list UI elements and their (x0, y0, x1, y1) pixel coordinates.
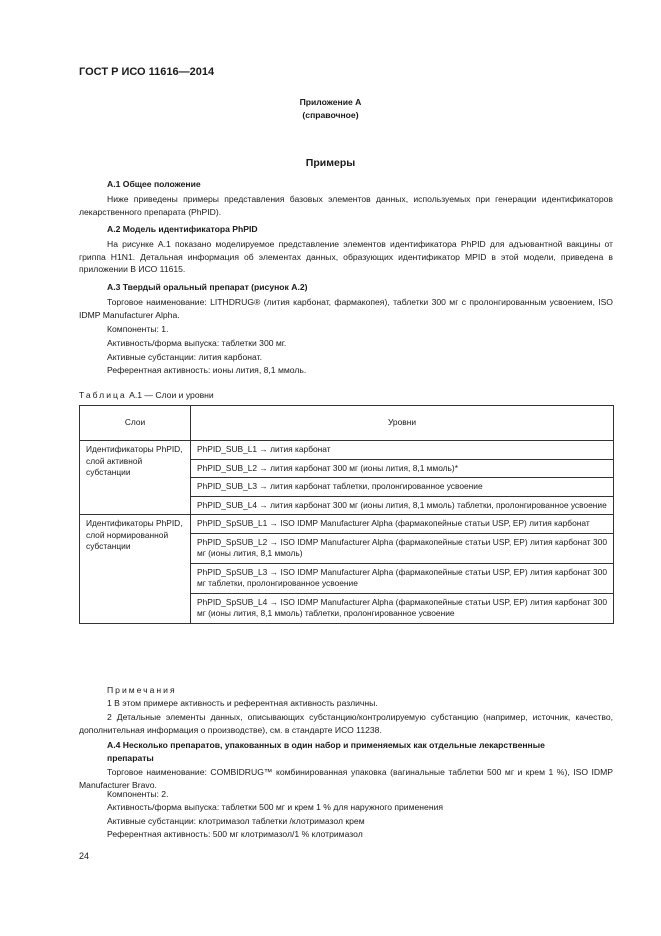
a3-trade-name: Торговое наименование: LITHDRUG® (лития карбонат, фармакопея), таблетки 300 мг с пролонгированным усвоением, ISO IDMP Manufacturer Alpha. (79, 297, 613, 320)
a4-substances: Активные субстанции: клотримазол таблетки /клотримазол крем (107, 816, 365, 826)
a4-heading: А.4 Несколько препаратов, упакованных в один набор и применяемых как отдельные лекарственные препараты (107, 740, 545, 763)
table-row (80, 441, 614, 460)
a3-strength-form: Активность/форма выпуска: таблетки 300 мг. (107, 338, 287, 348)
level-cell: PhPID_SUB_L3 → лития карбонат таблетки, пролонгированное усвоение (191, 478, 614, 497)
level-cell: PhPID_SUB_L1 → лития карбонат (191, 441, 614, 460)
a3-heading: А.3 Твердый оральный препарат (рисунок А.2) (107, 282, 308, 292)
layers-table (79, 405, 614, 624)
layer-cell: Идентификаторы PhPID, слой нормированной субстанции (80, 515, 191, 624)
level-cell: PhPID_SUB_L4 → лития карбонат 300 мг (ионы лития, 8,1 ммоль) таблетки, пролонгированное усвоение (191, 496, 614, 515)
col-header-layers: Слои (80, 406, 191, 441)
appendix-title: Приложение А (299, 97, 362, 107)
table-caption-rest: А.1 — Слои и уровни (129, 390, 214, 400)
a2-text: На рисунке А.1 показано моделируемое представление элементов идентификатора PhPID для адъювантной вакцины от гриппа H1N1. Детальная информация об элементах данных, образующих идентификатор MPID в этой модели, приведена в приложении В ИСО 11615. (79, 239, 613, 274)
document-id: ГОСТ Р ИСО 11616—2014 (79, 66, 215, 78)
a4-strength-form: Активность/форма выпуска: таблетки 500 мг и крем 1 % для наружного применения (107, 802, 444, 812)
level-cell: PhPID_SUB_L2 → лития карбонат 300 мг (ионы лития, 8,1 ммоль)* (191, 459, 614, 478)
a1-heading: А.1 Общее положение (107, 179, 201, 189)
notes-title: Примечания (107, 685, 177, 695)
col-header-levels: Уровни (191, 406, 614, 441)
note-1: 1 В этом примере активность и референтная активность различны. (107, 698, 378, 708)
a4-components: Компоненты: 2. (107, 789, 169, 799)
a4-ref-strength: Референтная активность: 500 мг клотримазол/1 % клотримазол (107, 829, 363, 839)
note-2: 2 Детальные элементы данных, описывающих субстанцию/контролируемую субстанцию (например, источник, качество, дополнительная информация о производстве), см. в стандарте ИСО 11238. (79, 712, 613, 735)
section-title: Примеры (305, 157, 356, 169)
table-header-row (80, 406, 614, 441)
a3-ref-strength: Референтная активность: ионы лития, 8,1 ммоль. (107, 365, 307, 375)
a3-substances: Активные субстанции: лития карбонат. (107, 352, 262, 362)
table-caption-prefix: Таблица (79, 390, 127, 400)
a4-trade-name: Торговое наименование: COMBIDRUG™ комбинированная упаковка (вагинальные таблетки 500 мг и крем 1 %), ISO IDMP Manufacturer Bravo. (79, 767, 613, 790)
level-cell: PhPID_SpSUB_L4 → ISO IDMP Manufacturer Alpha (фармакопейные статьи USP, EP) лития карбонат 300 мг (ионы лития, 8,1 ммоль) таблетки, пролонгированное усвоение (191, 593, 614, 623)
level-cell: PhPID_SpSUB_L3 → ISO IDMP Manufacturer Alpha (фармакопейные статьи USP, EP) лития карбонат 300 мг таблетки, пролонгированное усвоение (191, 563, 614, 593)
table-row (80, 515, 614, 534)
a2-heading: А.2 Модель идентификатора PhPID (107, 224, 258, 234)
a3-components: Компоненты: 1. (107, 324, 169, 334)
level-cell: PhPID_SpSUB_L1 → ISO IDMP Manufacturer Alpha (фармакопейные статьи USP, EP) лития карбонат (191, 515, 614, 534)
a1-text: Ниже приведены примеры представления базовых элементов данных, используемых при генерации идентификаторов лекарственного препарата (PhPID). (79, 194, 613, 217)
level-cell: PhPID_SpSUB_L2 → ISO IDMP Manufacturer Alpha (фармакопейные статьи USP, EP) лития карбонат 300 мг (ионы лития, 8,1 ммоль) (191, 533, 614, 563)
appendix-subtitle: (справочное) (302, 110, 359, 120)
table-caption (79, 389, 214, 402)
layer-cell: Идентификаторы PhPID, слой активной субстанции (80, 441, 191, 515)
page-number: 24 (79, 851, 90, 861)
